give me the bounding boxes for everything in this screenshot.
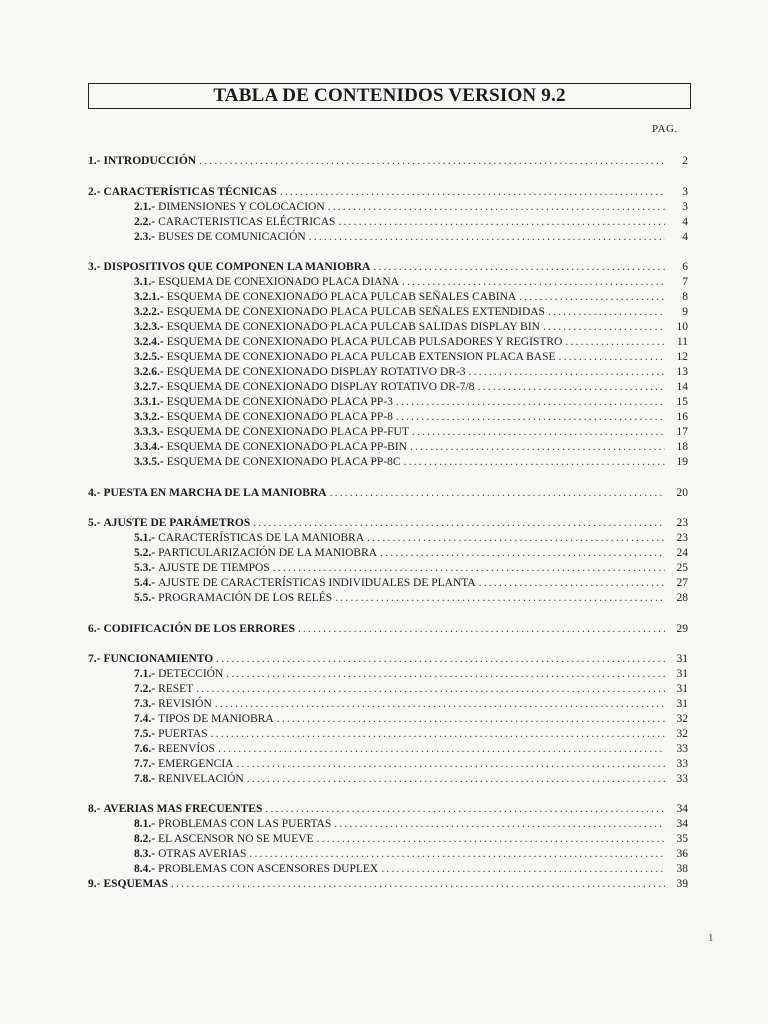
toc-entry-page: 19 <box>676 456 688 468</box>
toc-subsection-row <box>88 832 688 847</box>
document-title: TABLA DE CONTENIDOS VERSION 9.2 <box>88 83 691 109</box>
toc-entry-label: ESQUEMA DE CONEXIONADO PLACA PP-3 <box>166 396 393 408</box>
toc-subsection-row <box>88 757 688 772</box>
dot-leader <box>334 817 665 832</box>
toc-entry-number: 3.3.4.- <box>134 441 164 453</box>
toc-entry-page: 23 <box>676 532 688 544</box>
toc-entry-label: RESET <box>158 683 194 695</box>
toc-entry-page: 38 <box>676 863 688 875</box>
toc-subsection-row <box>88 395 688 410</box>
dot-leader <box>236 757 665 772</box>
toc-subsection-row <box>88 697 688 712</box>
dot-leader <box>171 877 665 892</box>
toc-entry-number: 3.- <box>88 261 101 273</box>
toc-entry-label: DISPOSITIVOS QUE COMPONEN LA MANIOBRA <box>103 261 371 273</box>
toc-section-row <box>88 154 688 169</box>
toc-entry-label: ESQUEMA DE CONEXIONADO PLACA DIANA <box>158 276 399 288</box>
dot-leader <box>373 260 665 275</box>
toc-entry-number: 3.2.2.- <box>134 306 164 318</box>
toc-entry-number: 7.4.- <box>134 713 156 725</box>
dot-leader <box>330 486 665 501</box>
toc-entry-label: ESQUEMA DE CONEXIONADO PLACA PULCAB SALIDAS DISPLAY BIN <box>166 321 540 333</box>
toc-entry-label: ESQUEMA DE CONEXIONADO PLACA PULCAB PULSADORES Y REGISTRO <box>166 336 563 348</box>
toc-entry-label: OTRAS AVERIAS <box>158 848 247 860</box>
toc-entry-page: 31 <box>676 698 688 710</box>
dot-leader <box>478 380 666 395</box>
dot-leader <box>548 305 665 320</box>
toc-entry-number: 5.- <box>88 517 101 529</box>
toc-section-row <box>88 877 688 892</box>
dot-leader <box>479 576 665 591</box>
dot-leader <box>273 561 665 576</box>
dot-leader <box>367 531 665 546</box>
toc-entry-label: PUESTA EN MARCHA DE LA MANIOBRA <box>103 487 327 499</box>
toc-subsection-row <box>88 727 688 742</box>
dot-leader <box>412 425 665 440</box>
toc-entry-page: 25 <box>676 562 688 574</box>
toc-entry-page: 35 <box>676 833 688 845</box>
toc-entry-label: AJUSTE DE PARÁMETROS <box>103 517 251 529</box>
dot-leader <box>404 455 665 470</box>
toc-entry-number: 8.1.- <box>134 818 156 830</box>
toc-entry-label: FUNCIONAMIENTO <box>103 653 214 665</box>
toc-entry-label: PARTICULARIZACIÓN DE LA MANIOBRA <box>158 547 378 559</box>
toc-entry-page: 31 <box>676 683 688 695</box>
toc-subsection-row <box>88 682 688 697</box>
toc-entry-number: 7.6.- <box>134 743 156 755</box>
dot-leader <box>298 622 665 637</box>
toc-entry-label: AVERIAS MAS FRECUENTES <box>103 803 263 815</box>
toc-entry-label: RENIVELACIÓN <box>158 773 244 785</box>
toc-entry-page: 3 <box>682 186 688 198</box>
toc-entry-label: BUSES DE COMUNICACIÓN <box>158 231 306 243</box>
toc-entry-label: PROBLEMAS CON ASCENSORES DUPLEX <box>158 863 379 875</box>
toc-entry-number: 3.3.3.- <box>134 426 164 438</box>
toc-entry-page: 13 <box>676 366 688 378</box>
toc-entry-page: 36 <box>676 848 688 860</box>
toc-section-row <box>88 622 688 637</box>
toc-subsection-row <box>88 817 688 832</box>
toc-subsection-row <box>88 200 688 215</box>
toc-entry-page: 6 <box>682 261 688 273</box>
toc-entry-page: 16 <box>676 411 688 423</box>
toc-entry-number: 3.3.1.- <box>134 396 164 408</box>
toc-entry-number: 8.4.- <box>134 863 156 875</box>
toc-subsection-row <box>88 215 688 230</box>
toc-entry-page: 7 <box>682 276 688 288</box>
dot-leader <box>253 516 665 531</box>
toc-entry-page: 33 <box>676 743 688 755</box>
toc-entry-label: ESQUEMA DE CONEXIONADO PLACA PULCAB SEÑALES EXTENDIDAS <box>166 306 545 318</box>
toc-entry-number: 3.2.1.- <box>134 291 164 303</box>
dot-leader <box>199 154 665 169</box>
toc-subsection-row <box>88 425 688 440</box>
toc-entry-page: 10 <box>676 321 688 333</box>
toc-entry-number: 2.- <box>88 186 101 198</box>
dot-leader <box>381 862 665 877</box>
toc-entry-number: 7.2.- <box>134 683 156 695</box>
toc-entry-label: ESQUEMA DE CONEXIONADO PLACA PP-FUT <box>166 426 409 438</box>
toc-entry-number: 6.- <box>88 623 101 635</box>
toc-entry-label: ESQUEMA DE CONEXIONADO PLACA PP-8C <box>166 456 401 468</box>
toc-entry-number: 7.7.- <box>134 758 156 770</box>
toc-entry-page: 15 <box>676 396 688 408</box>
dot-leader <box>249 847 665 862</box>
toc-entry-page: 29 <box>676 623 688 635</box>
toc-entry-number: 3.2.3.- <box>134 321 164 333</box>
dot-leader <box>280 185 665 200</box>
toc-entry-page: 24 <box>676 547 688 559</box>
dot-leader <box>328 200 665 215</box>
toc-entry-page: 3 <box>682 201 688 213</box>
toc-entry-number: 3.2.7.- <box>134 381 164 393</box>
toc-section-row <box>88 516 688 531</box>
toc-entry-number: 8.3.- <box>134 848 156 860</box>
dot-leader <box>215 697 665 712</box>
toc-subsection-row <box>88 862 688 877</box>
toc-subsection-row <box>88 561 688 576</box>
toc-entry-number: 5.5.- <box>134 592 156 604</box>
toc-subsection-row <box>88 380 688 395</box>
toc-entry-label: ESQUEMA DE CONEXIONADO DISPLAY ROTATIVO DR-3 <box>166 366 466 378</box>
dot-leader <box>469 365 665 380</box>
dot-leader <box>380 546 665 561</box>
toc-entry-label: ESQUEMA DE CONEXIONADO PLACA PP-8 <box>166 411 393 423</box>
toc-entry-page: 11 <box>676 336 688 348</box>
toc-entry-page: 4 <box>682 231 688 243</box>
toc-entry-page: 27 <box>676 577 688 589</box>
toc-entry-label: CARACTERÍSTICAS DE LA MANIOBRA <box>158 532 365 544</box>
dot-leader <box>338 215 665 230</box>
toc-subsection-row <box>88 410 688 425</box>
dot-leader <box>211 727 665 742</box>
dot-leader <box>396 410 665 425</box>
toc-entry-label: DIMENSIONES Y COLOCACION <box>158 201 325 213</box>
toc-subsection-row <box>88 712 688 727</box>
toc-entry-page: 14 <box>676 381 688 393</box>
toc-entry-number: 7.5.- <box>134 728 156 740</box>
toc-entry-page: 34 <box>676 803 688 815</box>
toc-entry-number: 5.3.- <box>134 562 156 574</box>
toc-entry-page: 31 <box>676 653 688 665</box>
toc-entry-number: 3.3.5.- <box>134 456 164 468</box>
toc-entry-page: 17 <box>676 426 688 438</box>
toc-entry-label: REVISIÓN <box>158 698 212 710</box>
toc-entry-label: ESQUEMA DE CONEXIONADO PLACA PULCAB SEÑALES CABINA <box>166 291 517 303</box>
toc-entry-label: INTRODUCCIÓN <box>103 155 197 167</box>
toc-subsection-row <box>88 546 688 561</box>
toc-entry-number: 2.3.- <box>134 231 156 243</box>
toc-entry-page: 34 <box>676 818 688 830</box>
toc-entry-page: 12 <box>676 351 688 363</box>
dot-leader <box>559 350 665 365</box>
dot-leader <box>335 591 665 606</box>
toc-entry-page: 39 <box>676 878 688 890</box>
toc-subsection-row <box>88 230 688 245</box>
toc-entry-label: AJUSTE DE TIEMPOS <box>158 562 270 574</box>
toc-subsection-row <box>88 531 688 546</box>
toc-entry-number: 7.- <box>88 653 101 665</box>
page-number: 1 <box>708 932 714 944</box>
toc-entry-label: EMERGENCIA <box>158 758 234 770</box>
toc-entry-number: 5.1.- <box>134 532 156 544</box>
toc-entry-page: 20 <box>676 487 688 499</box>
toc-entry-number: 8.2.- <box>134 833 156 845</box>
page-column-header: PAG. <box>652 123 678 135</box>
toc-entry-number: 7.8.- <box>134 773 156 785</box>
dot-leader <box>226 667 665 682</box>
toc-entry-number: 5.4.- <box>134 577 156 589</box>
toc-entry-number: 2.2.- <box>134 216 156 228</box>
toc-subsection-row <box>88 290 688 305</box>
toc-subsection-row <box>88 847 688 862</box>
toc-subsection-row <box>88 335 688 350</box>
toc-subsection-row <box>88 350 688 365</box>
toc-entry-page: 32 <box>676 728 688 740</box>
toc-section-row <box>88 652 688 667</box>
toc-entry-number: 7.1.- <box>134 668 156 680</box>
toc-entry-label: ESQUEMA DE CONEXIONADO DISPLAY ROTATIVO DR-7/8 <box>166 381 475 393</box>
toc-entry-label: CODIFICACIÓN DE LOS ERRORES <box>103 623 295 635</box>
toc-entry-page: 18 <box>676 441 688 453</box>
dot-leader <box>218 742 665 757</box>
toc-subsection-row <box>88 667 688 682</box>
dot-leader <box>519 290 665 305</box>
dot-leader <box>265 802 665 817</box>
toc-entry-label: AJUSTE DE CARACTERÍSTICAS INDIVIDUALES DE PLANTA <box>158 577 476 589</box>
toc-entry-page: 31 <box>676 668 688 680</box>
toc-subsection-row <box>88 320 688 335</box>
dot-leader <box>247 772 665 787</box>
toc-entry-page: 8 <box>682 291 688 303</box>
dot-leader <box>402 275 665 290</box>
dot-leader <box>410 440 665 455</box>
toc-entry-number: 5.2.- <box>134 547 156 559</box>
toc-subsection-row <box>88 440 688 455</box>
toc-section-row <box>88 260 688 275</box>
toc-entry-page: 33 <box>676 758 688 770</box>
toc-entry-page: 33 <box>676 773 688 785</box>
toc-subsection-row <box>88 455 688 470</box>
toc-entry-page: 32 <box>676 713 688 725</box>
toc-entry-label: ESQUEMA DE CONEXIONADO PLACA PULCAB EXTENSION PLACA BASE <box>166 351 556 363</box>
dot-leader <box>565 335 665 350</box>
toc-entry-label: CARACTERÍSTICAS TÉCNICAS <box>103 186 277 198</box>
toc-entry-number: 3.3.2.- <box>134 411 164 423</box>
toc-entry-number: 8.- <box>88 803 101 815</box>
toc-section-row <box>88 802 688 817</box>
dot-leader <box>543 320 665 335</box>
dot-leader <box>277 712 665 727</box>
toc-section-row <box>88 486 688 501</box>
toc-entry-number: 3.2.4.- <box>134 336 164 348</box>
toc-entry-page: 9 <box>682 306 688 318</box>
toc-entry-label: EL ASCENSOR NO SE MUEVE <box>158 833 314 845</box>
toc-subsection-row <box>88 365 688 380</box>
dot-leader <box>196 682 665 697</box>
toc-entry-number: 2.1.- <box>134 201 156 213</box>
dot-leader <box>317 832 665 847</box>
toc-section-row <box>88 185 688 200</box>
toc-entry-number: 9.- <box>88 878 101 890</box>
toc-entry-label: REENVÍOS <box>158 743 215 755</box>
toc-entry-page: 23 <box>676 517 688 529</box>
toc-entry-label: PUERTAS <box>158 728 208 740</box>
toc-entry-label: ESQUEMA DE CONEXIONADO PLACA PP-BIN <box>166 441 407 453</box>
dot-leader <box>309 230 665 245</box>
toc-entry-page: 28 <box>676 592 688 604</box>
toc-entry-page: 2 <box>682 155 688 167</box>
toc-entry-label: ESQUEMAS <box>103 878 169 890</box>
toc-subsection-row <box>88 591 688 606</box>
toc-entry-label: PROBLEMAS CON LAS PUERTAS <box>158 818 332 830</box>
toc-entry-number: 4.- <box>88 487 101 499</box>
toc-entry-label: TIPOS DE MANIOBRA <box>158 713 274 725</box>
toc-entry-number: 3.2.5.- <box>134 351 164 363</box>
toc-entry-label: PROGRAMACIÓN DE LOS RELÉS <box>158 592 333 604</box>
toc-entry-label: DETECCIÓN <box>158 668 224 680</box>
toc-entry-number: 1.- <box>88 155 101 167</box>
toc-subsection-row <box>88 772 688 787</box>
dot-leader <box>216 652 665 667</box>
toc-subsection-row <box>88 742 688 757</box>
dot-leader <box>396 395 665 410</box>
toc-subsection-row <box>88 275 688 290</box>
toc-subsection-row <box>88 576 688 591</box>
toc-entry-number: 3.1.- <box>134 276 156 288</box>
toc-entry-label: CARACTERISTICAS ELÉCTRICAS <box>158 216 336 228</box>
toc-entry-number: 7.3.- <box>134 698 156 710</box>
toc-entry-number: 3.2.6.- <box>134 366 164 378</box>
toc-subsection-row <box>88 305 688 320</box>
toc-entry-page: 4 <box>682 216 688 228</box>
